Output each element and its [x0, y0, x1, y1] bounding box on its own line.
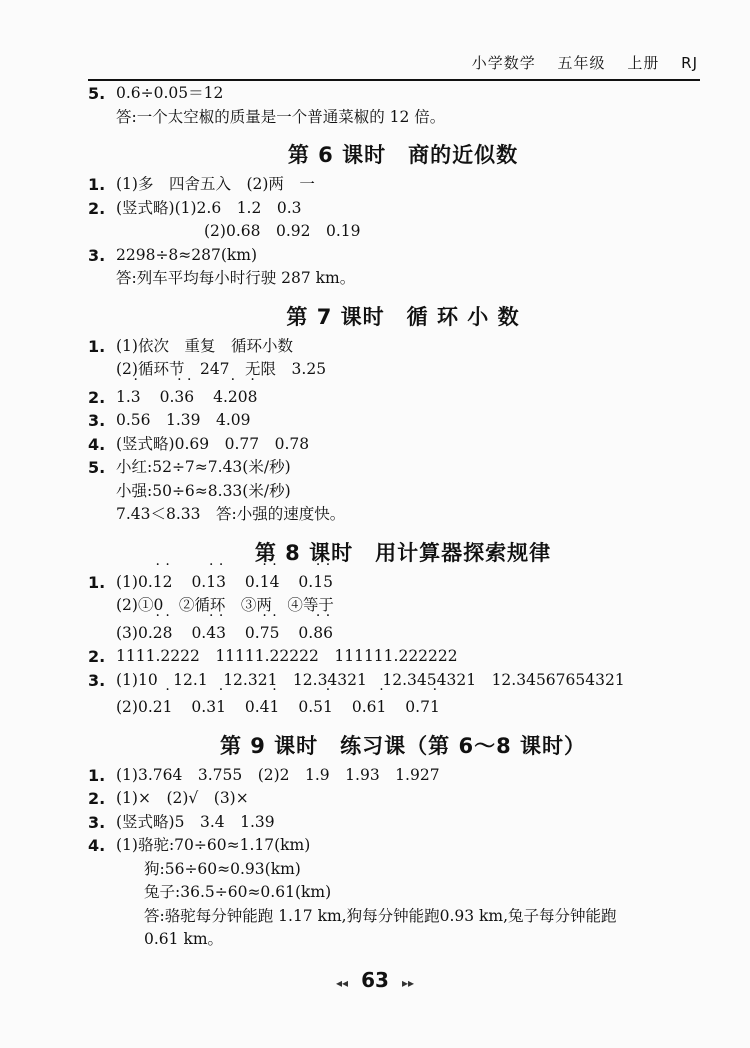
list-item: 3. (竖式略)5 3.4 1.39 [88, 812, 275, 832]
page-number: 63 [361, 968, 389, 992]
section-title: 第 9 课时 练习课（第 6～8 课时） [219, 733, 587, 758]
subject: 小学数学 [471, 54, 536, 72]
header-rule [88, 79, 700, 81]
grade: 五年级 [557, 54, 606, 72]
section-title: 第 6 课时 商的近似数 [287, 143, 519, 167]
edition: RJ [681, 54, 698, 72]
page-header [456, 52, 698, 73]
list-item: 3. 0.56 1.39 4.09 [88, 411, 251, 430]
list-item: 4. (竖式略)0.69 0.77 0.78 [88, 434, 310, 454]
list-item: 2. (竖式略)(1)2.6 1.2 0.3 (2)0.68 0.92 0.19 [88, 198, 361, 240]
section-title: 第 8 课时 用计算器探索规律 [254, 540, 552, 565]
list-item: 2. (1)× (2)√ (3)× [88, 789, 249, 808]
list-item: 1. (1)多 四舍五入 (2)两 一 [88, 175, 315, 194]
list-item: 5. 0.6÷0.05＝12 答:一个太空椒的质量是一个普通菜椒的 12 倍。 [88, 84, 446, 126]
volume: 上册 [627, 54, 660, 72]
list-item: 3. 2298÷8≈287(km) 答:列车平均每小时行驶 287 km。 [88, 245, 356, 287]
list-item: 1. (1)0.· 1· 2 0.· 1· 3 0.· 1· 4 0.· 1· 5 (2)①0 ②循环 ③两 ④等于 (3)0.· 2· 8 0.· 4· 3 0.· 7· 5 0.· 8· 6 [88, 571, 718, 646]
list-item: 2. 1.· 3 0.· 3· 6 4.· 20· 8 [88, 386, 718, 410]
prev-arrows-icon: ◂◂ [335, 976, 348, 990]
list-item: 3. (1)10 12.1 12.321 12.34321 12.3454321 12.34567654321 (2)0.2· 1 0.3· 1 0.4· 1 0.5· 1 0.6· 1 0.7· 1 [88, 669, 718, 720]
list-item: 1. (1)依次 重复 循环小数 (2)循环节 247 无限 3.25 [88, 336, 327, 378]
list-item: 4. (1)骆驼:70÷60≈1.17(km) 狗:56÷60≈0.93(km) 兔子:36.5÷60≈0.61(km) 答:骆驼每分钟能跑 1.17 km,狗每分钟能跑0.93 km,兔子每分钟能跑 0.61 km。 [88, 836, 617, 948]
answer-content [88, 82, 718, 952]
list-item: 1. (1)3.764 3.755 (2)2 1.9 1.93 1.927 [88, 765, 440, 785]
next-arrows-icon: ▸▸ [402, 976, 415, 990]
section-title: 第 7 课时 循 环 小 数 [286, 304, 520, 329]
page-footer [0, 968, 750, 992]
list-item: 2. 1111.2222 11111.22222 111111.222222 [88, 647, 458, 666]
list-item: 5. 小红:52÷7≈7.43(米/秒) 小强:50÷6≈8.33(米/秒) 7.43＜8.33 答:小强的速度快。 [88, 458, 346, 523]
